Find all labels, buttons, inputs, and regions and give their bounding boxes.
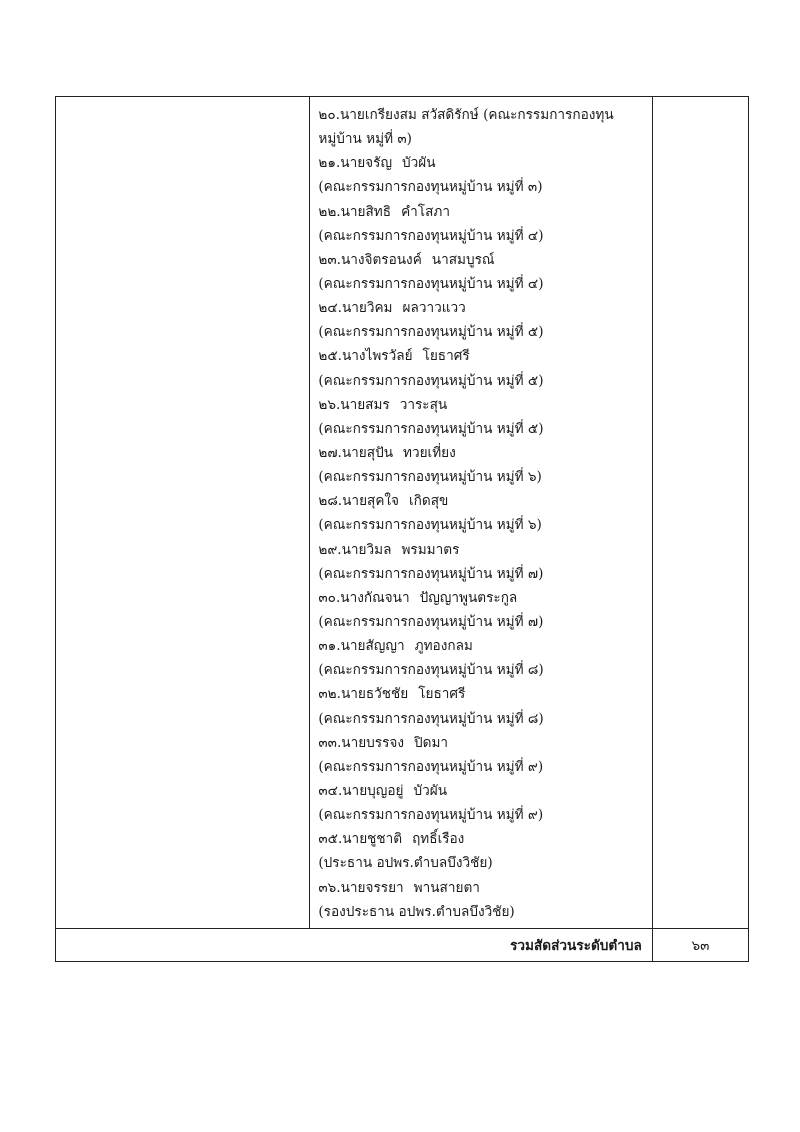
total-value: ๖๓: [652, 928, 748, 961]
member-25-name-line: [318, 344, 643, 368]
member-number: ๓๓.: [318, 734, 342, 751]
member-role: (รองประธาน อปพร.ตำบลบึงวิชัย): [318, 903, 515, 920]
member-33-role-line: [318, 755, 643, 779]
member-number: ๓๐.: [318, 589, 341, 606]
member-22-role-line: [318, 224, 643, 248]
member-27-role-line: [318, 465, 643, 489]
member-31-name-line: [318, 634, 643, 658]
member-28-role-line: [318, 513, 643, 537]
member-number: ๓๖.: [318, 879, 341, 896]
empty-right-cell: [652, 97, 748, 929]
member-number: ๒๓.: [318, 251, 341, 268]
member-role: (คณะกรรมการกองทุนหมู่บ้าน หมู่ที่ ๖): [318, 469, 542, 486]
member-role: (คณะกรรมการกองทุนหมู่บ้าน หมู่ที่ ๘): [318, 662, 544, 679]
member-34-name-line: [318, 779, 643, 803]
member-role: (คณะกรรมการกองทุนหมู่บ้าน หมู่ที่ ๘): [318, 710, 544, 727]
member-number: ๒๖.: [318, 396, 341, 413]
member-27-name-line: [318, 441, 643, 465]
member-first-name: นายบุญอยู่: [342, 782, 404, 799]
member-last-name: ปิดมา: [414, 734, 449, 751]
member-number: ๓๒.: [318, 686, 341, 703]
member-role: (ประธาน อปพร.ตำบลบึงวิชัย): [318, 855, 493, 872]
member-role: (คณะกรรมการกองทุน: [483, 107, 614, 123]
member-20-name-line: [318, 103, 643, 127]
member-role: (คณะกรรมการกองทุนหมู่บ้าน หมู่ที่ ๕): [318, 372, 544, 389]
member-35-name-line: [318, 827, 643, 851]
total-row: [56, 928, 749, 961]
member-role: (คณะกรรมการกองทุนหมู่บ้าน หมู่ที่ ๔): [318, 275, 544, 292]
member-last-name: คำโสภา: [401, 203, 450, 220]
member-30-role-line: [318, 610, 643, 634]
member-number: ๒๔.: [318, 300, 342, 317]
member-number: ๒๘.: [318, 493, 343, 510]
member-24-role-line: [318, 320, 643, 344]
member-36-name-line: [318, 876, 643, 900]
member-first-name: นายสัญญา: [340, 638, 405, 655]
member-30-name-line: [318, 586, 643, 610]
member-first-name: นายสมร: [340, 396, 390, 413]
member-number: ๒๗.: [318, 444, 342, 461]
member-29-role-line: [318, 562, 643, 586]
committee-table: [55, 96, 749, 962]
member-first-name: นายธวัชชัย: [340, 686, 409, 703]
member-first-name: นายบรรจง: [341, 734, 405, 751]
member-list-cell: [310, 97, 652, 929]
member-number: ๒๙.: [318, 541, 342, 558]
member-last-name: โยธาศรี: [422, 348, 470, 365]
member-number: ๓๔.: [318, 782, 343, 799]
member-24-name-line: [318, 296, 643, 320]
member-role: (คณะกรรมการกองทุนหมู่บ้าน หมู่ที่ ๗): [318, 613, 544, 630]
member-36-role-line: [318, 900, 643, 924]
member-last-name: ฤทธิ์เรือง: [412, 831, 465, 848]
member-last-name: ภูทองกลม: [414, 638, 473, 655]
member-last-name: ปัญญาพูนตระกูล: [419, 589, 518, 606]
member-role: (คณะกรรมการกองทุนหมู่บ้าน หมู่ที่ ๙): [318, 807, 544, 824]
total-label: รวมสัดส่วนระดับตำบล: [56, 928, 653, 961]
member-first-name: นายสิทธิ: [340, 203, 392, 220]
member-26-role-line: [318, 417, 643, 441]
member-first-name: นางกัณจนา: [340, 589, 410, 606]
member-first-name: นางจิตรอนงค์: [340, 251, 422, 268]
member-last-name: โยธาศรี: [418, 686, 466, 703]
member-role: (คณะกรรมการกองทุนหมู่บ้าน หมู่ที่ ๕): [318, 324, 544, 341]
member-number: ๒๒.: [318, 203, 341, 220]
member-list: [310, 97, 651, 928]
member-last-name: พรมมาตร: [401, 541, 460, 558]
member-role: (คณะกรรมการกองทุนหมู่บ้าน หมู่ที่ ๓): [318, 179, 543, 196]
member-role: (คณะกรรมการกองทุนหมู่บ้าน หมู่ที่ ๕): [318, 420, 544, 437]
member-number: ๒๑.: [318, 155, 341, 172]
member-21-name-line: [318, 151, 643, 175]
member-number: ๒๕.: [318, 348, 342, 365]
member-last-name: เกิดสุข: [409, 493, 449, 510]
member-role: (คณะกรรมการกองทุนหมู่บ้าน หมู่ที่ ๖): [318, 517, 542, 534]
member-23-role-line: [318, 272, 643, 296]
member-role: (คณะกรรมการกองทุนหมู่บ้าน หมู่ที่ ๔): [318, 227, 544, 244]
member-role-cont: หมู่บ้าน หมู่ที่ ๓): [318, 131, 412, 148]
member-22-name-line: [318, 200, 643, 224]
member-first-name: นายสุปัน: [341, 444, 393, 461]
member-31-role-line: [318, 658, 643, 682]
empty-left-cell: [56, 97, 310, 929]
member-34-role-line: [318, 803, 643, 827]
member-last-name: บัวผัน: [413, 782, 448, 799]
member-28-name-line: [318, 489, 643, 513]
member-20-role-line: [318, 127, 643, 151]
member-26-name-line: [318, 393, 643, 417]
member-33-name-line: [318, 731, 643, 755]
members-row: [56, 97, 749, 929]
member-first-name: นายจรรยา: [340, 879, 404, 896]
member-first-name: นายชูชาติ: [342, 831, 403, 848]
member-first-name: นางไพรวัลย์: [341, 348, 413, 365]
member-last-name: วาระสุน: [399, 396, 448, 413]
member-number: ๒๐.: [318, 107, 340, 123]
member-first-name: นายจรัญ: [340, 155, 393, 172]
member-23-name-line: [318, 248, 643, 272]
member-number: ๓๕.: [318, 831, 343, 848]
member-32-role-line: [318, 707, 643, 731]
member-25-role-line: [318, 369, 643, 393]
member-role: (คณะกรรมการกองทุนหมู่บ้าน หมู่ที่ ๙): [318, 758, 544, 775]
member-last-name: ผลวาวแวว: [402, 300, 466, 317]
member-last-name: ทวยเที่ยง: [402, 444, 456, 461]
member-last-name: บัวผัน: [402, 155, 436, 172]
member-last-name: นาสมบูรณ์: [431, 251, 495, 268]
member-last-name: พานสายตา: [413, 879, 480, 896]
member-first-name: นายสุคใจ: [342, 493, 400, 510]
member-first-name: นายวิคม: [341, 300, 393, 317]
member-role: (คณะกรรมการกองทุนหมู่บ้าน หมู่ที่ ๗): [318, 565, 544, 582]
member-21-role-line: [318, 175, 643, 199]
member-first-name: นายวิมล: [341, 541, 392, 558]
member-29-name-line: [318, 538, 643, 562]
member-number: ๓๑.: [318, 638, 341, 655]
member-32-name-line: [318, 682, 643, 706]
member-name: นายเกรียงสม สวัสดิรักษ์: [339, 107, 479, 123]
member-35-role-line: [318, 851, 643, 875]
